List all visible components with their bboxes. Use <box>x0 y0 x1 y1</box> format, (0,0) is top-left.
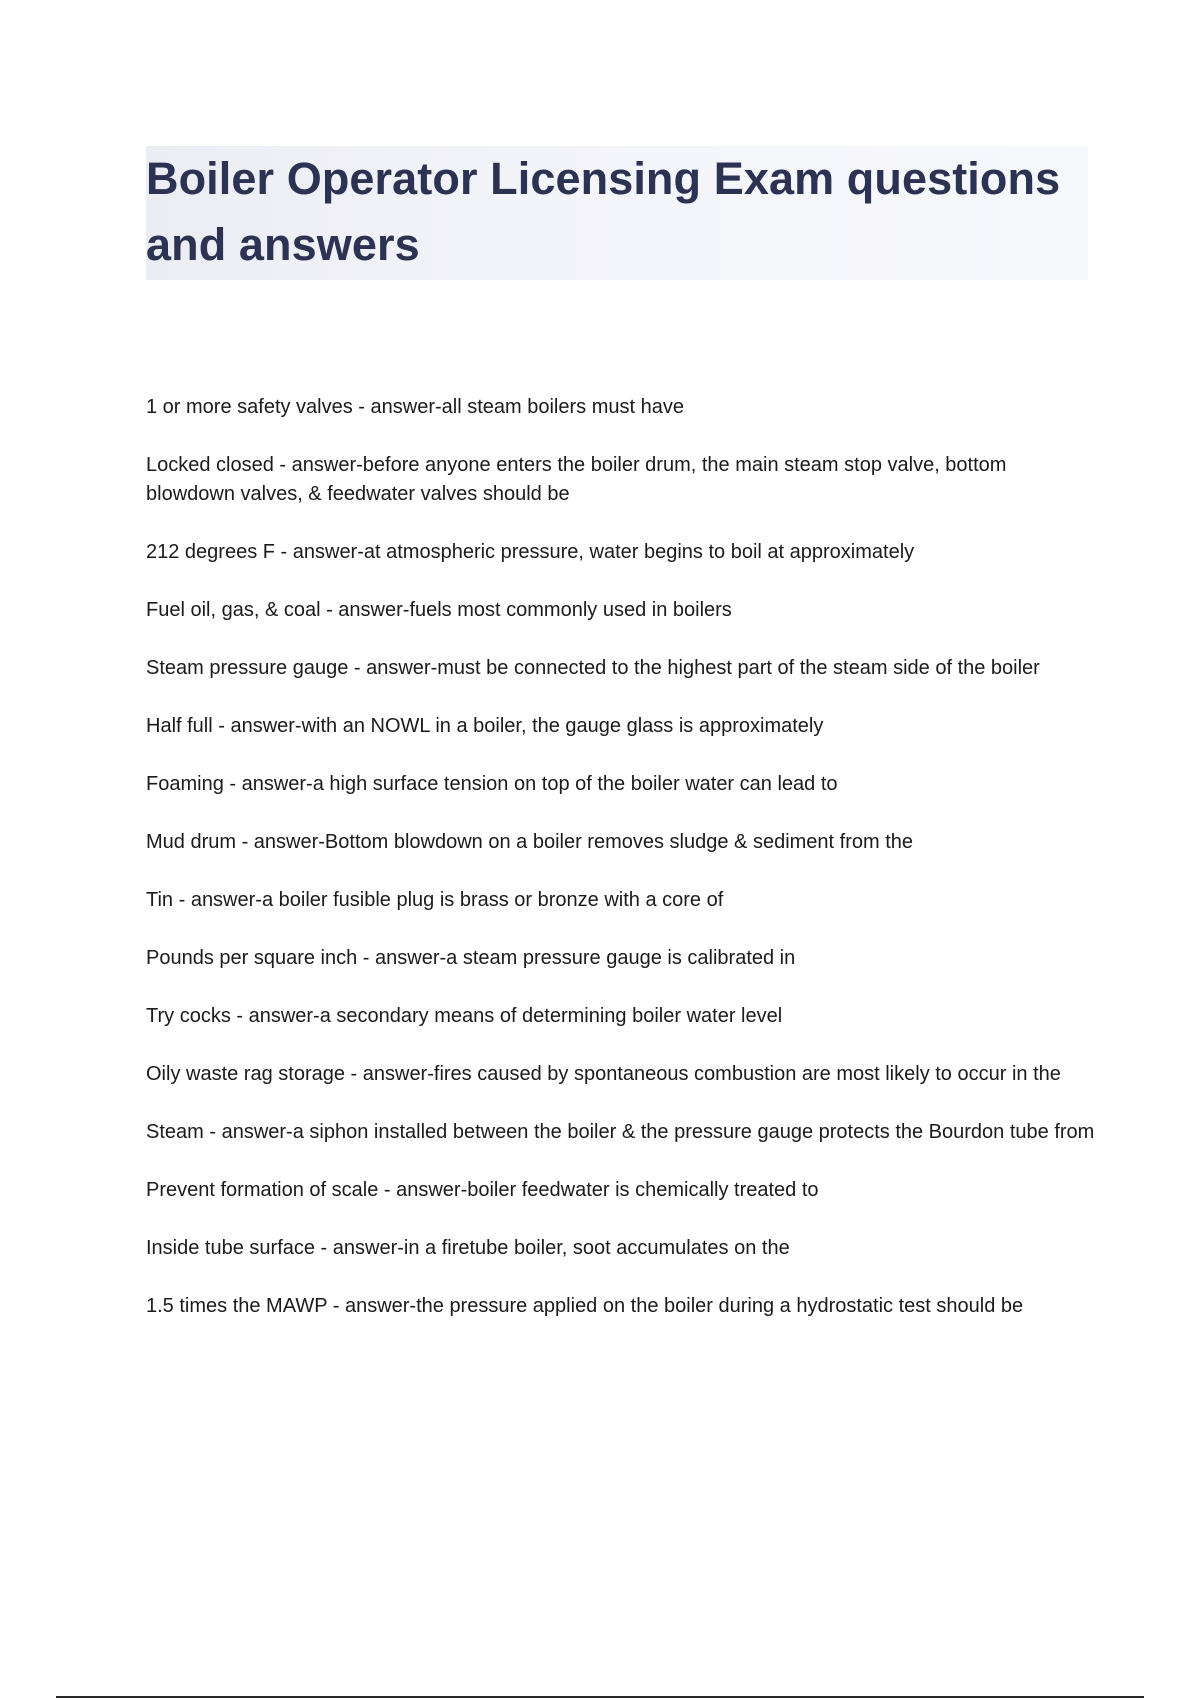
qa-item: Pounds per square inch - answer-a steam pressure gauge is calibrated in <box>146 947 796 969</box>
qa-item: Steam - answer-a siphon installed between the boiler & the pressure gauge protects the Bourdon tube from <box>146 1121 1095 1143</box>
qa-item: Half full - answer-with an NOWL in a boiler, the gauge glass is approximately <box>146 715 824 737</box>
qa-item: 1.5 times the MAWP - answer-the pressure applied on the boiler during a hydrostatic test should be <box>146 1295 1024 1317</box>
page-title: Boiler Operator Licensing Exam questions and answers <box>146 153 1061 270</box>
qa-item: Locked closed - answer-before anyone enters the boiler drum, the main steam stop valve, bottom blowdown valves, & feedwater valves should be <box>146 454 1007 505</box>
qa-item: Foaming - answer-a high surface tension on top of the boiler water can lead to <box>146 773 838 795</box>
qa-list <box>146 393 1096 1321</box>
qa-item: Try cocks - answer-a secondary means of determining boiler water level <box>146 1005 783 1027</box>
qa-item: Inside tube surface - answer-in a firetube boiler, soot accumulates on the <box>146 1237 790 1259</box>
qa-item: Prevent formation of scale - answer-boiler feedwater is chemically treated to <box>146 1179 819 1201</box>
title-block <box>146 146 1088 280</box>
qa-item: 1 or more safety valves - answer-all steam boilers must have <box>146 396 684 418</box>
qa-item: Fuel oil, gas, & coal - answer-fuels most commonly used in boilers <box>146 599 732 621</box>
qa-item: Mud drum - answer-Bottom blowdown on a boiler removes sludge & sediment from the <box>146 831 914 853</box>
footer-divider <box>56 1696 1144 1698</box>
qa-item: Tin - answer-a boiler fusible plug is brass or bronze with a core of <box>146 889 724 911</box>
qa-item: Oily waste rag storage - answer-fires caused by spontaneous combustion are most likely to occur in the <box>146 1063 1061 1085</box>
qa-item: 212 degrees F - answer-at atmospheric pressure, water begins to boil at approximately <box>146 541 915 563</box>
qa-item: Steam pressure gauge - answer-must be connected to the highest part of the steam side of the boiler <box>146 657 1040 679</box>
